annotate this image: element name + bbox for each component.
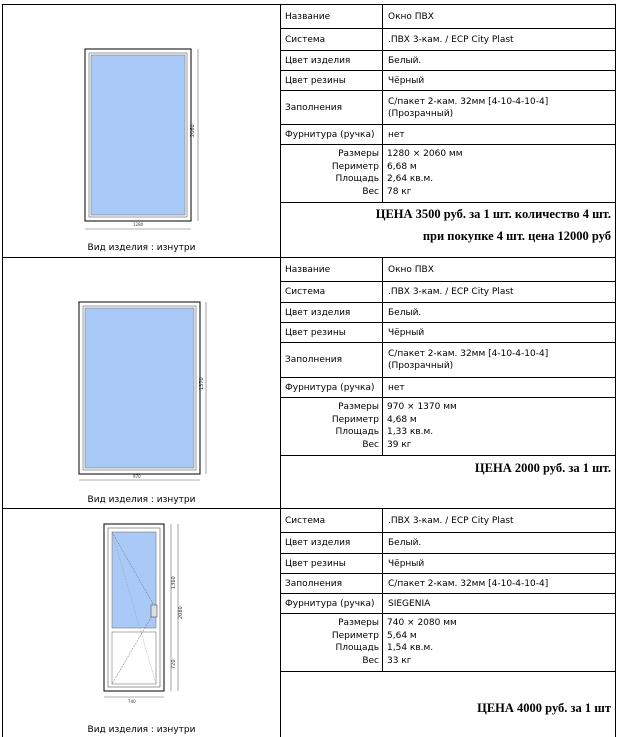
drawing-dimension-label: 1280	[133, 222, 144, 227]
product-sheet	[2, 4, 616, 737]
product-block-3	[3, 509, 615, 737]
dimension-label: Периметр	[331, 630, 379, 641]
product-block-2	[3, 258, 615, 509]
param-label: Название	[281, 5, 383, 28]
price-line: ЦЕНА 2000 руб. за 1 шт.	[474, 461, 611, 475]
param-value	[384, 398, 615, 455]
param-row	[281, 594, 615, 614]
dimension-value: 4,68 м	[387, 414, 417, 425]
drawing-cell	[3, 258, 281, 508]
param-value: .ПВХ 3-кам. / ECP City Plast	[388, 287, 514, 297]
dimension-value: 1280 × 2060 мм	[387, 149, 463, 159]
param-row	[281, 71, 615, 91]
param-row	[281, 125, 615, 145]
param-label: Система	[281, 282, 383, 302]
window-drawing	[3, 5, 280, 257]
dimension-label: Размеры	[338, 402, 379, 412]
param-value	[384, 145, 615, 202]
view-caption: Вид изделия : изнутри	[87, 243, 196, 253]
param-label: Фурнитура (ручка)	[281, 125, 383, 144]
param-label	[281, 145, 383, 202]
param-value: Белый.	[388, 55, 422, 66]
param-label: Цвет изделия	[281, 51, 383, 70]
param-value: Белый.	[388, 538, 422, 548]
dimension-label: Вес	[362, 186, 379, 197]
dimension-value: 2,64 кв.м.	[387, 174, 434, 184]
dimension-value: 1,33 кв.м.	[387, 427, 434, 437]
param-row	[281, 343, 615, 378]
param-value	[384, 614, 615, 671]
drawing-dimension-label: 2060	[190, 124, 196, 137]
dimension-label: Площадь	[335, 427, 379, 437]
param-value: нет	[388, 129, 405, 140]
param-row	[281, 282, 615, 303]
param-label: Система	[281, 29, 383, 50]
price-line: ЦЕНА 4000 руб. за 1 шт	[477, 701, 611, 715]
dimension-value: 740 × 2080 мм	[387, 618, 457, 628]
dimension-label: Периметр	[331, 161, 379, 172]
dimension-label: Площадь	[335, 643, 379, 653]
param-value: Окно ПВХ	[388, 264, 434, 275]
param-label: Цвет изделия	[281, 533, 383, 553]
param-label: Фурнитура (ручка)	[281, 594, 383, 613]
dimension-label: Площадь	[335, 174, 379, 184]
view-caption: Вид изделия : изнутри	[87, 725, 196, 735]
param-label: Цвет резины	[281, 323, 383, 342]
param-value: Чёрный	[388, 75, 425, 86]
drawing-dimension-label: 740	[128, 699, 136, 704]
dimensions-row	[281, 145, 615, 203]
param-value: С/пакет 2-кам. 32мм [4-10-4-10-4] (Прозрачный)	[388, 96, 549, 119]
dimension-value: 33 кг	[387, 655, 412, 666]
dimensions-row	[281, 398, 615, 456]
dimension-value: 5,64 м	[387, 630, 417, 641]
dimension-value: 6,68 м	[387, 161, 417, 172]
price-line: ЦЕНА 3500 руб. за 1 шт. количество 4 шт.	[375, 207, 611, 221]
param-row	[281, 554, 615, 574]
param-value: С/пакет 2-кам. 32мм [4-10-4-10-4] (Прозрачный)	[388, 349, 549, 371]
param-label	[281, 614, 383, 671]
drawing-dimension-label: 720	[171, 659, 177, 669]
param-row	[281, 5, 615, 29]
param-label: Заполнения	[281, 91, 383, 124]
param-row	[281, 258, 615, 282]
param-label: Система	[281, 509, 383, 532]
param-label: Заполнения	[281, 574, 383, 593]
param-row	[281, 509, 615, 533]
param-value: .ПВХ 3-кам. / ECP City Plast	[388, 515, 514, 526]
dimension-value: 1,54 кв.м.	[387, 643, 434, 653]
param-value: нет	[388, 382, 405, 393]
dimension-label: Периметр	[331, 414, 379, 425]
param-label: Заполнения	[281, 343, 383, 377]
dimension-label: Размеры	[338, 149, 379, 159]
param-value: Чёрный	[388, 558, 425, 569]
dimension-label: Вес	[362, 439, 379, 450]
drawing-dimension-label: 2080	[178, 606, 184, 619]
param-row	[281, 323, 615, 343]
param-row	[281, 533, 615, 554]
drawing-cell	[3, 5, 281, 257]
drawing-cell	[3, 509, 281, 737]
window-drawing	[3, 258, 280, 508]
view-caption: Вид изделия : изнутри	[87, 495, 196, 505]
dimensions-row	[281, 614, 615, 672]
dimension-value: 39 кг	[387, 439, 412, 450]
param-value: Белый.	[388, 307, 422, 318]
param-row	[281, 303, 615, 323]
param-row	[281, 378, 615, 398]
dimension-label: Вес	[362, 655, 379, 666]
dimension-label: Размеры	[338, 618, 379, 628]
param-label: Цвет резины	[281, 71, 383, 90]
param-row	[281, 91, 615, 125]
param-value: SIEGENIA	[388, 598, 431, 609]
param-row	[281, 29, 615, 51]
param-value: Чёрный	[388, 327, 425, 338]
drawing-dimension-label: 1370	[199, 377, 205, 390]
door-drawing	[3, 509, 280, 737]
param-label: Фурнитура (ручка)	[281, 378, 383, 397]
param-row	[281, 51, 615, 71]
param-value: С/пакет 2-кам. 32мм [4-10-4-10-4]	[388, 578, 549, 589]
param-label: Название	[281, 258, 383, 281]
param-label: Цвет резины	[281, 554, 383, 573]
dimension-value: 970 × 1370 мм	[387, 402, 457, 412]
price-line: при покупке 4 шт. цена 12000 руб	[422, 229, 611, 243]
drawing-dimension-label: 1360	[171, 576, 177, 589]
drawing-dimension-label: 970	[133, 474, 141, 479]
product-block-1	[3, 5, 615, 258]
dimension-value: 78 кг	[387, 186, 412, 197]
param-label: Цвет изделия	[281, 303, 383, 322]
param-row	[281, 574, 615, 594]
param-value: Окно ПВХ	[388, 11, 434, 22]
param-value: .ПВХ 3-кам. / ECP City Plast	[388, 34, 514, 45]
param-label	[281, 398, 383, 455]
